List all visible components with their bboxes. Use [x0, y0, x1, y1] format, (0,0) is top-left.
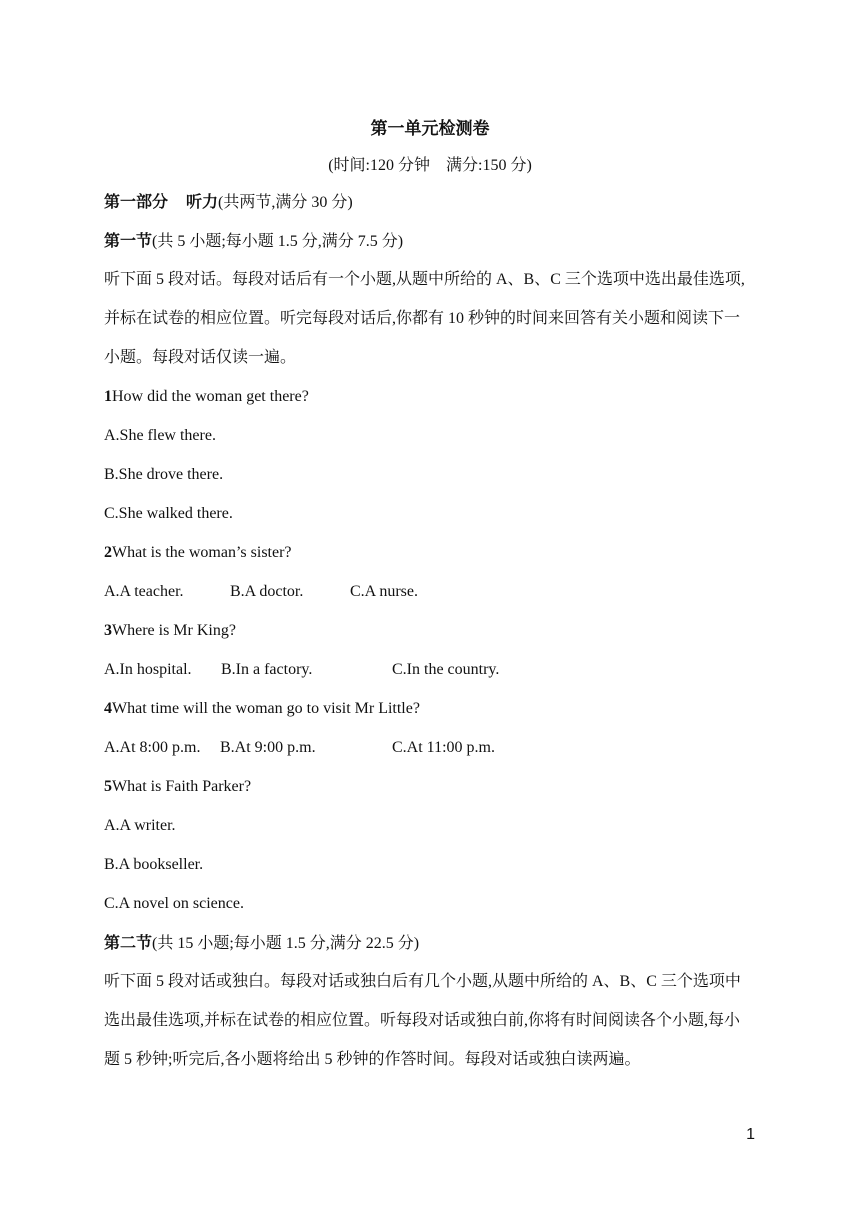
option-1a: A.She flew there.	[104, 427, 216, 444]
option-1c: C.She walked there.	[104, 505, 233, 522]
option-3a: A.In hospital.	[104, 661, 192, 678]
question-5	[104, 777, 251, 797]
section1-heading	[104, 231, 403, 252]
part1-note: (共两节,满分 30 分)	[218, 194, 353, 211]
option-4a: A.At 8:00 p.m.	[104, 739, 201, 756]
section2-heading	[104, 933, 419, 954]
option-4c: C.At 11:00 p.m.	[392, 739, 495, 756]
options-row-3	[104, 660, 499, 680]
option-5b: B.A bookseller.	[104, 856, 204, 873]
question-3	[104, 621, 236, 641]
part1-label: 第一部分	[104, 192, 169, 211]
question-text: Where is Mr King?	[112, 622, 236, 639]
option-2c: C.A nurse.	[350, 583, 418, 600]
option-2b: B.A doctor.	[230, 583, 304, 600]
option-5c: C.A novel on science.	[104, 895, 244, 912]
question-1	[104, 387, 309, 407]
section2-note: (共 15 小题;每小题 1.5 分,满分 22.5 分)	[152, 935, 420, 952]
question-number: 5	[104, 778, 112, 795]
page-number: 1	[746, 1126, 755, 1143]
question-number: 3	[104, 622, 112, 639]
question-text: How did the woman get there?	[112, 388, 309, 405]
exam-info: (时间:120 分钟 满分:150 分)	[328, 157, 532, 174]
question-number: 2	[104, 544, 112, 561]
question-2	[104, 543, 292, 563]
option-3b: B.In a factory.	[221, 661, 313, 678]
options-row-2	[104, 582, 418, 602]
options-row-4	[104, 738, 495, 758]
part1-title: 听力	[186, 192, 219, 211]
option-2a: A.A teacher.	[104, 583, 184, 600]
option-4b: B.At 9:00 p.m.	[220, 739, 316, 756]
page-title: 第一单元检测卷	[370, 119, 490, 139]
question-text: What time will the woman go to visit Mr Little?	[112, 700, 420, 717]
section1-note: (共 5 小题;每小题 1.5 分,满分 7.5 分)	[152, 233, 404, 250]
option-1b: B.She drove there.	[104, 466, 224, 483]
question-text: What is the woman’s sister?	[112, 544, 292, 561]
option-5a: A.A writer.	[104, 817, 176, 834]
section1-instructions: 听下面 5 段对话。每段对话后有一个小题,从题中所给的 A、B、C 三个选项中选出最佳选项,并标在试卷的相应位置。听完每段对话后,你都有 10 秒钟的时间来回答有关小题和阅读下一小题。每段对话仅读一遍。	[104, 271, 745, 366]
question-4	[104, 699, 420, 719]
question-number: 1	[104, 388, 112, 405]
option-3c: C.In the country.	[392, 661, 500, 678]
section2-instructions: 听下面 5 段对话或独白。每段对话或独白后有几个小题,从题中所给的 A、B、C 三个选项中选出最佳选项,并标在试卷的相应位置。听每段对话或独白前,你将有时间阅读各个小题,每小题 5 秒钟;听完后,各小题将给出 5 秒钟的作答时间。每段对话或独白读两遍。	[104, 973, 741, 1068]
section2-label: 第二节	[104, 933, 153, 952]
section1-label: 第一节	[104, 231, 153, 250]
question-number: 4	[104, 700, 112, 717]
question-text: What is Faith Parker?	[112, 778, 252, 795]
part1-heading	[104, 192, 353, 213]
